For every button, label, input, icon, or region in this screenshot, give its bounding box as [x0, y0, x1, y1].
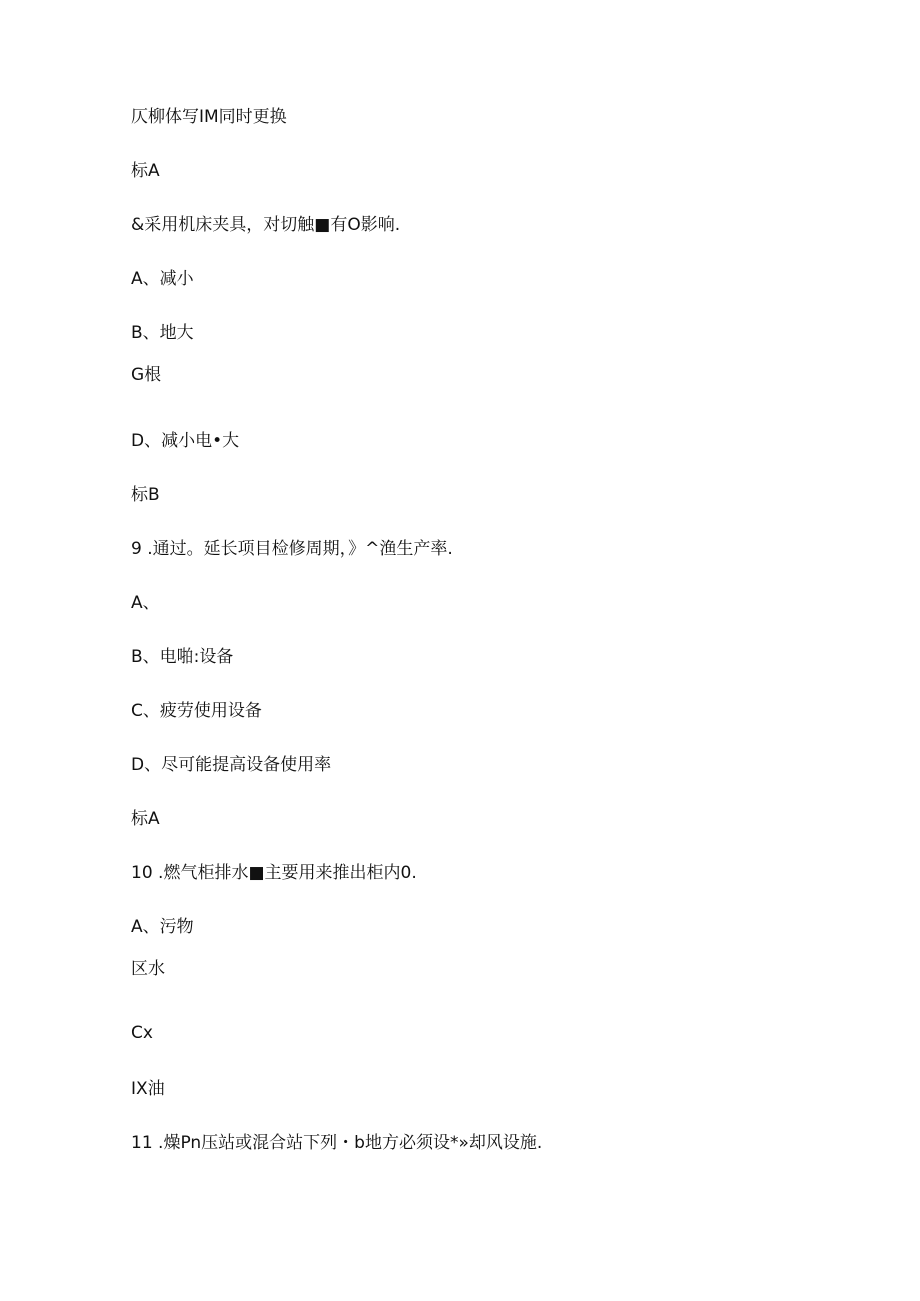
option-c-q8: G根	[131, 365, 162, 385]
question-line-9: 9 .通过。延长项目检修周期，》^渔生产率.	[131, 539, 453, 559]
option-a-q8: A、减小	[131, 269, 194, 289]
option-c-q10: Cx	[131, 1023, 153, 1043]
option-b-q10: 区水	[131, 959, 165, 979]
question-line-10: 10 .燃气柜排水■主要用来推出柜内0.	[131, 863, 417, 883]
option-a-q9: A、	[131, 593, 160, 613]
option-a-q10: A、污物	[131, 917, 194, 937]
option-b-q9: B、电啪:设备	[131, 647, 234, 667]
answer-line-1: 标A	[131, 161, 160, 181]
option-d-q8: D、减小电•大	[131, 431, 240, 451]
option-d-q9: D、尽可能提高设备使用率	[131, 755, 332, 775]
answer-line-q9: 标A	[131, 809, 160, 829]
answer-line-q8: 标B	[131, 485, 160, 505]
text-line-1: 仄柳体写IM同时更换	[131, 107, 287, 127]
question-line-8: &采用机床夹具，对切触■有O影响.	[131, 215, 401, 235]
question-line-11: 11 .燥Pn压站或混合站下列・b地方必须设*»却风设施.	[131, 1133, 543, 1153]
option-c-q9: C、疲劳使用设备	[131, 701, 262, 721]
option-b-q8: B、地大	[131, 323, 194, 343]
option-d-q10: IX油	[131, 1079, 165, 1099]
